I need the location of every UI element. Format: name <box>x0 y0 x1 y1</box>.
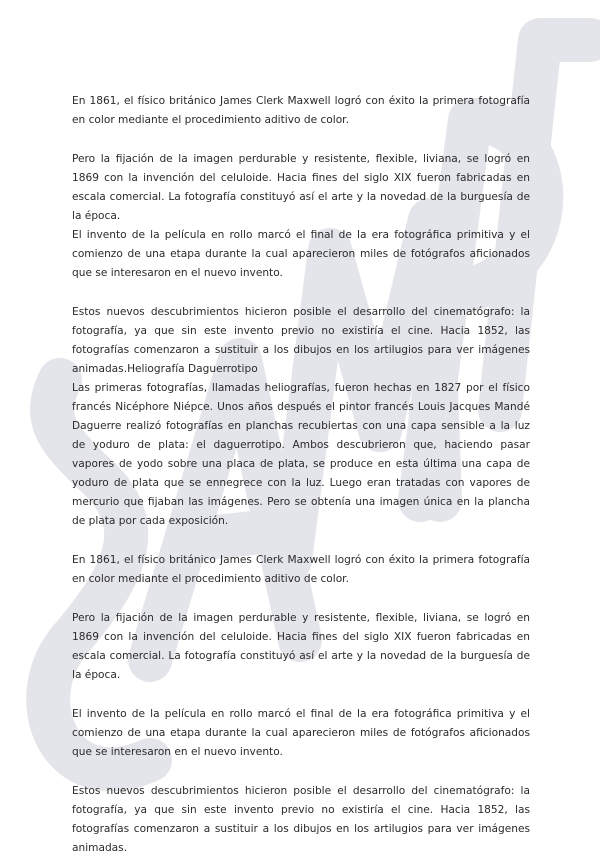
paragraph-8: El invento de la película en rollo marcó el final de la era fotográfica primitiva y el comienzo de una etapa durante la cual aparecieron miles de fotógrafos aficionados que se interesaron en el nuevo invento. <box>72 708 530 758</box>
paragraph-6: En 1861, el físico británico James Clerk Maxwell logró con éxito la primera fotografía en color mediante el procedimiento aditivo de color. <box>72 554 530 585</box>
paragraph-2: Pero la fijación de la imagen perdurable y resistente, flexible, liviana, se logró en 1869 con la invención del celuloide. Hacia fines del siglo XIX fueron fabricadas en escala comercial. La fotografía constituyó así el arte y la novedad de la burguesía de la época. <box>72 153 530 222</box>
paragraph-3: El invento de la película en rollo marcó el final de la era fotográfica primitiva y el comienzo de una etapa durante la cual aparecieron miles de fotógrafos aficionados que se interesaron en el nuevo invento. <box>72 229 530 279</box>
paragraph-5: Las primeras fotografías, llamadas heliografías, fueron hechas en 1827 por el físico francés Nicéphore Niépce. Unos años después el pintor francés Louis Jacques Mandé Daguerre realizó fotografías en planchas recubiertas con una capa sensible a la luz de yoduro de plata: el daguerrotipo. Ambos descubrieron que, haciendo pasar vapores de yodo sobre una placa de plata, se produce en esta última una capa de yoduro de plata que se ennegrece con la luz. Luego eran tratadas con vapores de mercurio que fijaban las imágenes. Pero se obtenía una imagen única en la plancha de plata por cada exposición. <box>72 382 530 527</box>
paragraph-1: En 1861, el físico británico James Clerk Maxwell logró con éxito la primera fotografía en color mediante el procedimiento aditivo de color. <box>72 95 530 126</box>
document-body <box>72 92 530 858</box>
paragraph-4: Estos nuevos descubrimientos hicieron posible el desarrollo del cinematógrafo: la fotografía, ya que sin este invento previo no existiría el cine. Hacia 1852, las fotografías comenzaron a sustituir a los dibujos en los artilugios para ver imágenes animadas.Heliografía Daguerrotipo <box>72 306 530 375</box>
paragraph-7: Pero la fijación de la imagen perdurable y resistente, flexible, liviana, se logró en 1869 con la invención del celuloide. Hacia fines del siglo XIX fueron fabricadas en escala comercial. La fotografía constituyó así el arte y la novedad de la burguesía de la época. <box>72 612 530 681</box>
paragraph-9: Estos nuevos descubrimientos hicieron posible el desarrollo del cinematógrafo: la fotografía, ya que sin este invento previo no existiría el cine. Hacia 1852, las fotografías comenzaron a sustituir a los dibujos en los artilugios para ver imágenes animadas. <box>72 785 530 854</box>
